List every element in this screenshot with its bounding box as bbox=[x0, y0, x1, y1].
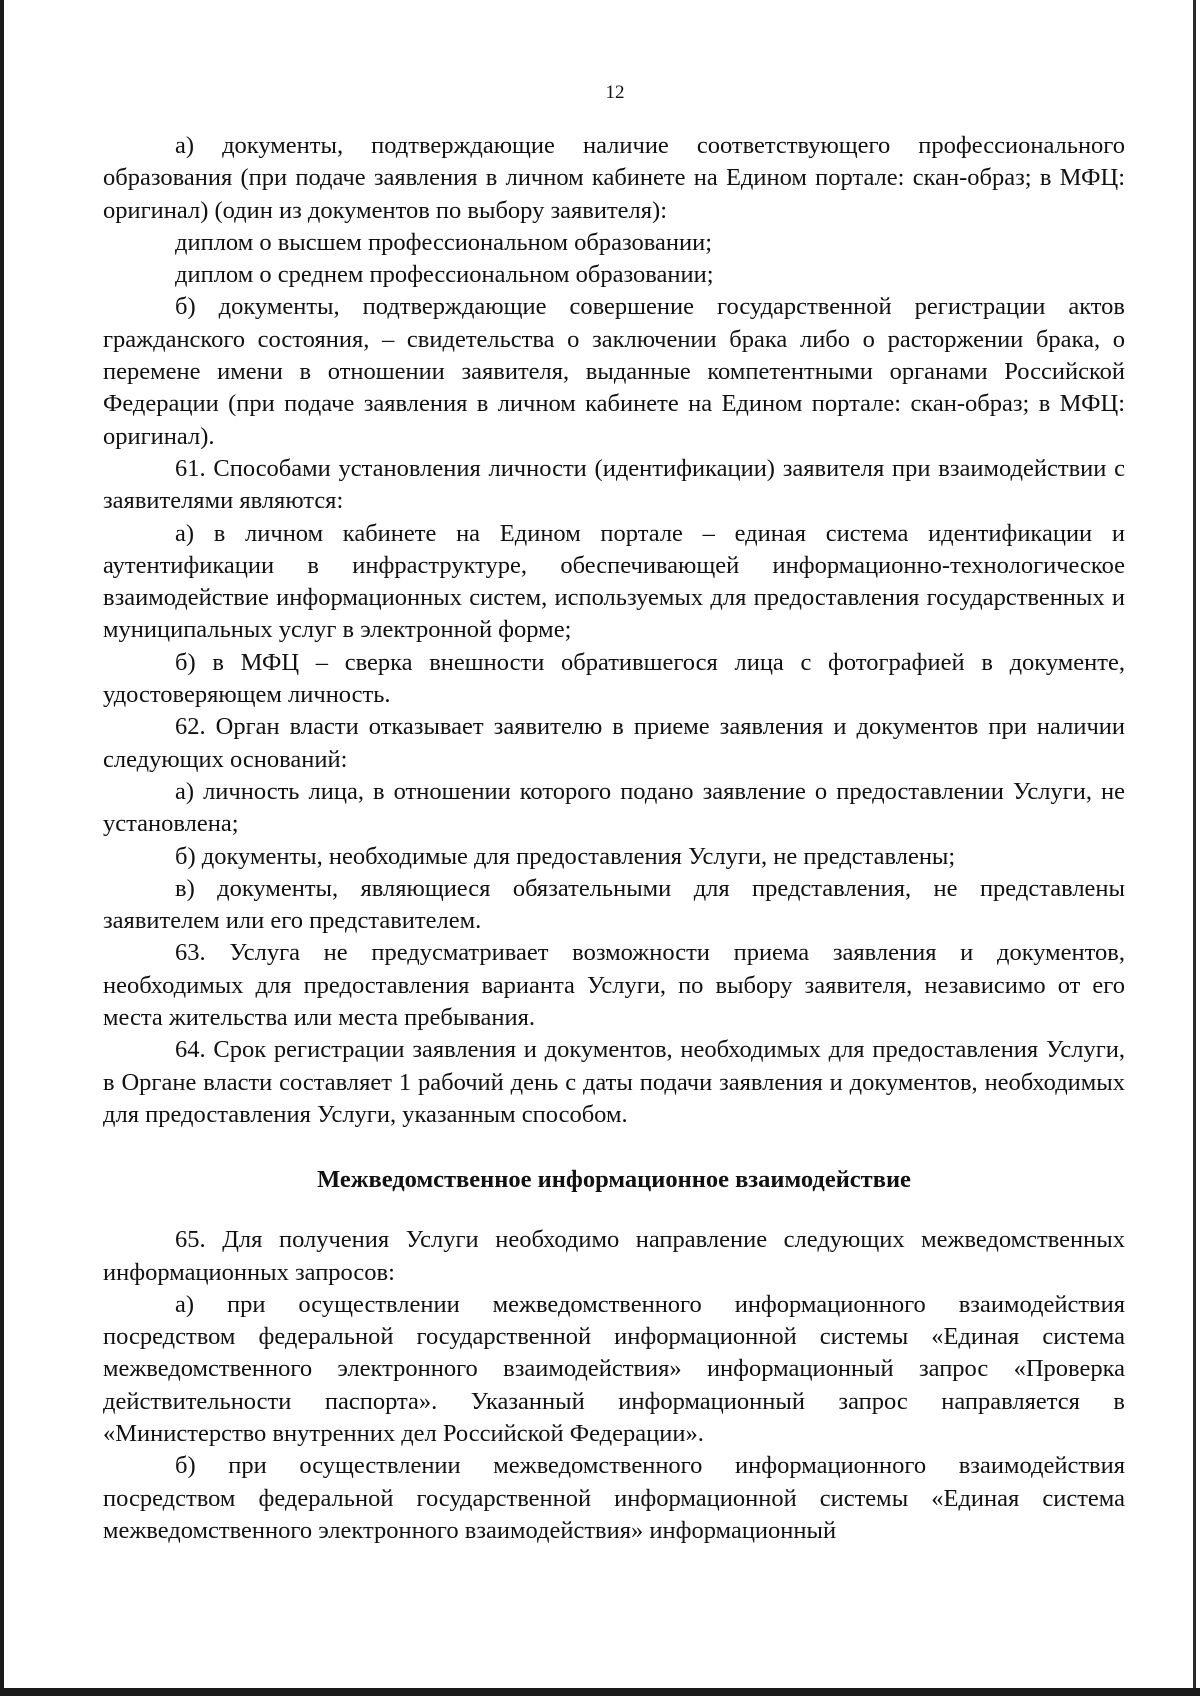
paragraph-64: 64. Срок регистрации заявления и документов, необходимых для предоставления Услуги, в Органе власти составляет 1 рабочий день с даты подачи заявления и документов, необходимых для предоставления Услуги, указанным способом. bbox=[103, 1036, 1125, 1128]
paragraph-b-civil-status-docs: б) документы, подтверждающие совершение государственной регистрации актов гражданского состояния, – свидетельства о заключении брака либо о расторжении брака, о перемене имени в отношении заявителя, выданные компетентными органами Российской Федерации (при подаче заявления в личном кабинете на Едином портале: скан-образ; в МФЦ: оригинал). bbox=[103, 293, 1125, 450]
paragraph-65-a: а) при осуществлении межведомственного информационного взаимодействия посредством федеральной государственной информационной системы «Единая система межведомственного электронного взаимодействия» информационный запрос «Проверка действительности паспорта». Указанный информационный запрос направляется в «Министерство внутренних дел Российской Федерации». bbox=[103, 1290, 1125, 1447]
paragraph-62-b: б) документы, необходимые для предоставления Услуги, не представлены; bbox=[175, 842, 956, 870]
paragraph-61-a: а) в личном кабинете на Едином портале – единая система идентификации и аутентификации в инфраструктуре, обеспечивающей информационно-технологическое взаимодействие информационных систем, используемых для предоставления государственных и муниципальных услуг в электронной форме; bbox=[103, 519, 1125, 644]
paragraph-61: 61. Способами установления личности (идентификации) заявителя при взаимодействии с заявителями являются: bbox=[103, 454, 1125, 515]
paragraph-61-b: б) в МФЦ – сверка внешности обратившегося лица с фотографией в документе, удостоверяющем личность. bbox=[103, 648, 1125, 709]
page-number: 12 bbox=[605, 82, 625, 103]
scan-edge-bottom bbox=[0, 1688, 1200, 1696]
document-body bbox=[103, 130, 1125, 1547]
paragraph-higher-education-diploma: диплом о высшем профессиональном образовании; bbox=[175, 228, 713, 256]
paragraph-65-b: б) при осуществлении межведомственного информационного взаимодействия посредством федеральной государственной информационной системы «Единая система межведомственного электронного взаимодействия» информационный bbox=[103, 1452, 1125, 1544]
section-heading: Межведомственное информационное взаимодействие bbox=[317, 1166, 911, 1194]
paragraph-63: 63. Услуга не предусматривает возможности приема заявления и документов, необходимых для предоставления варианта Услуги, по выбору заявителя, независимо от его места жительства или места пребывания. bbox=[103, 939, 1125, 1032]
scan-edge-right bbox=[1193, 0, 1196, 1696]
paragraph-62-v: в) документы, являющиеся обязательными для представления, не представлены заявителем или его представителем. bbox=[103, 874, 1125, 935]
paragraph-a-education-docs: а) документы, подтверждающие наличие соответствующего профессионального образования (при подаче заявления в личном кабинете на Едином портале: скан-образ; в МФЦ: оригинал) (один из документов по выбору заявителя): bbox=[103, 132, 1125, 224]
paragraph-62: 62. Орган власти отказывает заявителю в приеме заявления и документов при наличии следующих оснований: bbox=[103, 713, 1125, 773]
paragraph-65: 65. Для получения Услуги необходимо направление следующих межведомственных информационных запросов: bbox=[103, 1226, 1125, 1286]
paragraph-62-a: а) личность лица, в отношении которого подано заявление о предоставлении Услуги, не установлена; bbox=[103, 777, 1125, 838]
paragraph-secondary-education-diploma: диплом о среднем профессиональном образовании; bbox=[175, 261, 714, 289]
scan-edge-left bbox=[0, 0, 4, 1696]
